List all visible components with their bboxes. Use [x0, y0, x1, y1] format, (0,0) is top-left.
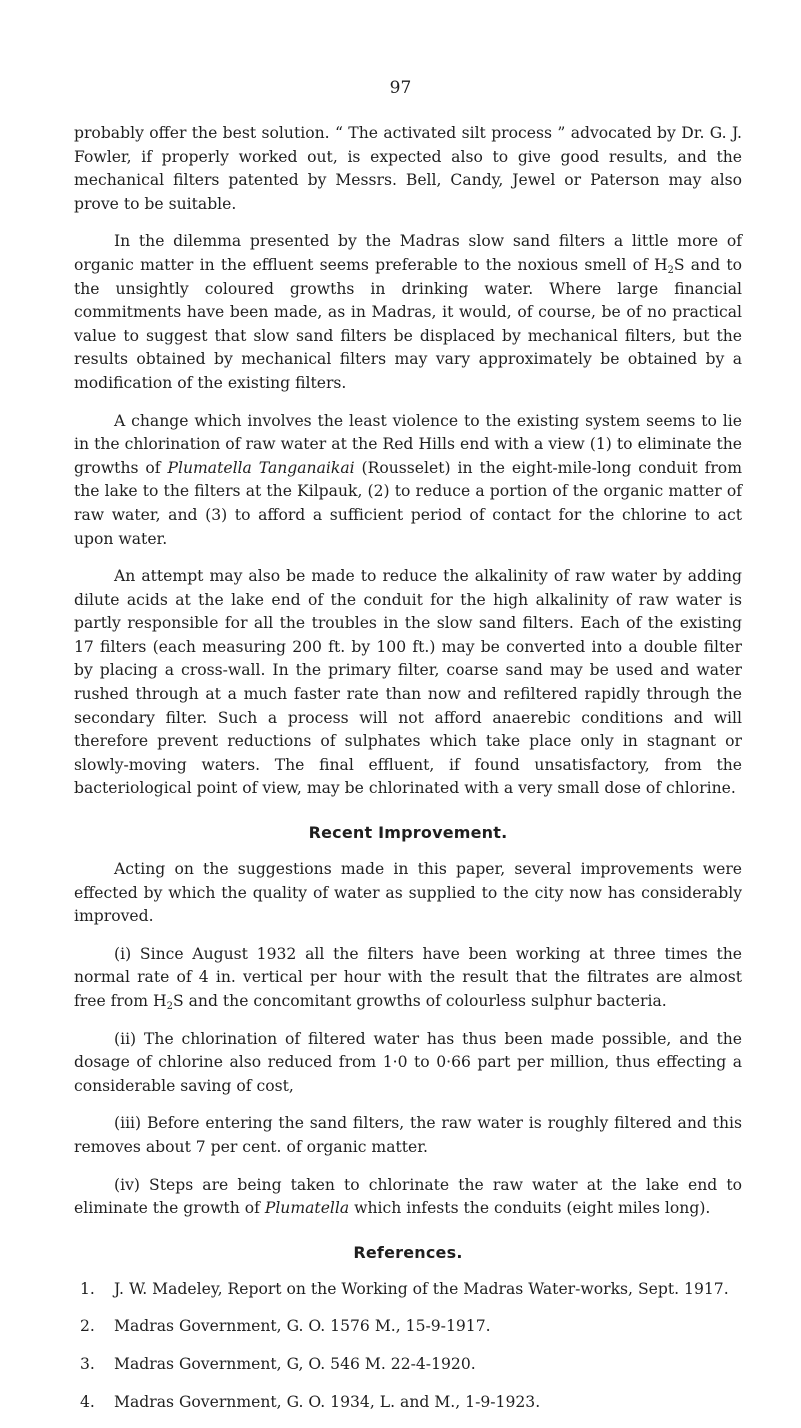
text-run: An attempt may also be made to reduce the alkalinity of raw water by adding dilute acids at the lake end of the conduit for the high alkalinity of raw water is partly responsible for all the troubles in the slow sand filters. Each of the existing 17 filters (each measuring 200 ft. by 100 ft.) may be converted into a double filter by placing a cross-wall. In the primary filter, coarse sand may be used and water rushed through at a much faster rate than now and refiltered rapidly through the secondary filter. Such a process will not afford anaerebic conditions and will therefore prevent reductions of sulphates which take place only in stagnant or slowly-moving waters. The final effluent, if found unsatisfactory, from the bacteriological point of view, may be chlorinated with a very small dose of chlorine.: [74, 567, 742, 798]
reference-text: Madras Government, G. O. 1576 M., 15-9-1917.: [114, 1317, 491, 1336]
reference-number: 3.: [80, 1354, 95, 1373]
page-number: 97: [389, 78, 412, 98]
reference-item: [74, 1315, 742, 1339]
section-heading-references: References.: [353, 1242, 463, 1262]
improvement-item: [74, 1174, 742, 1221]
reference-item: [74, 1391, 742, 1415]
text-run: A change which involves the least violence to the existing system seems to lie in the chlorination of raw water at the Red Hills end with a view (1) to eliminate the growths of: [74, 411, 742, 477]
subscript: 2: [166, 1001, 173, 1012]
improvement-item: [74, 1028, 742, 1099]
improvements-list: [74, 943, 742, 1221]
section-heading-recent-improvement: Recent Improvement.: [308, 823, 508, 843]
reference-number: 1.: [80, 1279, 95, 1298]
paragraph-3: [74, 410, 742, 552]
italic-term: Plumatella: [264, 1199, 350, 1218]
paragraph-1: [74, 122, 742, 216]
text-run: (ii) The chlorination of filtered water has thus been made possible, and the dosage of chlorine also reduced from 1·0 to 0·66 part per million, thus effecting a considerable saving of cost,: [74, 1029, 742, 1095]
subscript: 2: [667, 264, 674, 276]
text-run: which infests the conduits (eight miles long).: [349, 1199, 711, 1218]
reference-text: Madras Government, G. O. 1934, L. and M., 1-9-1923.: [114, 1392, 541, 1411]
reference-text: Madras Government, G, O. 546 M. 22-4-1920.: [114, 1354, 476, 1373]
text-run: (i) Since August 1932 all the filters have been working at three times the normal rate of 4 in. vertical per hour with the result that the filtrates are almost free from H: [74, 944, 742, 1010]
reference-text: J. W. Madeley, Report on the Working of the Madras Water-works, Sept. 1917.: [114, 1279, 729, 1298]
improvement-item: [74, 943, 742, 1014]
text-run: In the dilemma presented by the Madras slow sand filters a little more of organic matter in the effluent seems preferable to the noxious smell of H: [74, 232, 742, 274]
references-list: [74, 1278, 742, 1414]
reference-number: 4.: [80, 1392, 95, 1411]
text-run: (Rousselet) in the eight-mile-long conduit from the lake to the filters at the Kilpauk, (2) to reduce a portion of the organic matter of raw water, and (3) to afford a sufficient period of contact for the chlorine to act upon water.: [74, 458, 742, 548]
improvement-item: [74, 1112, 742, 1159]
text-run: (iv) Steps are being taken to chlorinate the raw water at the lake end to eliminate the growth of: [74, 1175, 742, 1218]
italic-term: Plumatella Tanganaikai: [167, 458, 355, 477]
text-run: probably offer the best solution. “ The activated silt process ” advocated by Dr. G. J. Fowler, if properly worked out, is expected also to give good results, and the mechanical filters patented by Messrs. Bell, Candy, Jewel or Paterson may also prove to be suitable.: [74, 124, 742, 213]
page-content: [74, 122, 742, 1428]
reference-item: [74, 1278, 742, 1302]
paragraph-4: [74, 565, 742, 801]
reference-number: 2.: [80, 1317, 95, 1336]
text-run: S and the concomitant growths of colourless sulphur bacteria.: [172, 992, 667, 1010]
text-run: S and to the unsightly coloured growths in drinking water. Where large financial commitments have been made, as in Madras, it would, of course, be of no practical value to suggest that slow sand filters be displaced by mechanical filters, but the results obtained by mechanical filters may vary approximately be obtained by a modification of the existing filters.: [74, 255, 742, 392]
reference-item: [74, 1353, 742, 1377]
paragraph-2: [74, 230, 742, 395]
recent-intro-paragraph: Acting on the suggestions made in this paper, several improvements were effected by which the quality of water as supplied to the city now has considerably improved.: [74, 860, 742, 926]
text-run: (iii) Before entering the sand filters, the raw water is roughly filtered and this removes about 7 per cent. of organic matter.: [74, 1114, 742, 1156]
body-paragraphs: [74, 122, 742, 801]
